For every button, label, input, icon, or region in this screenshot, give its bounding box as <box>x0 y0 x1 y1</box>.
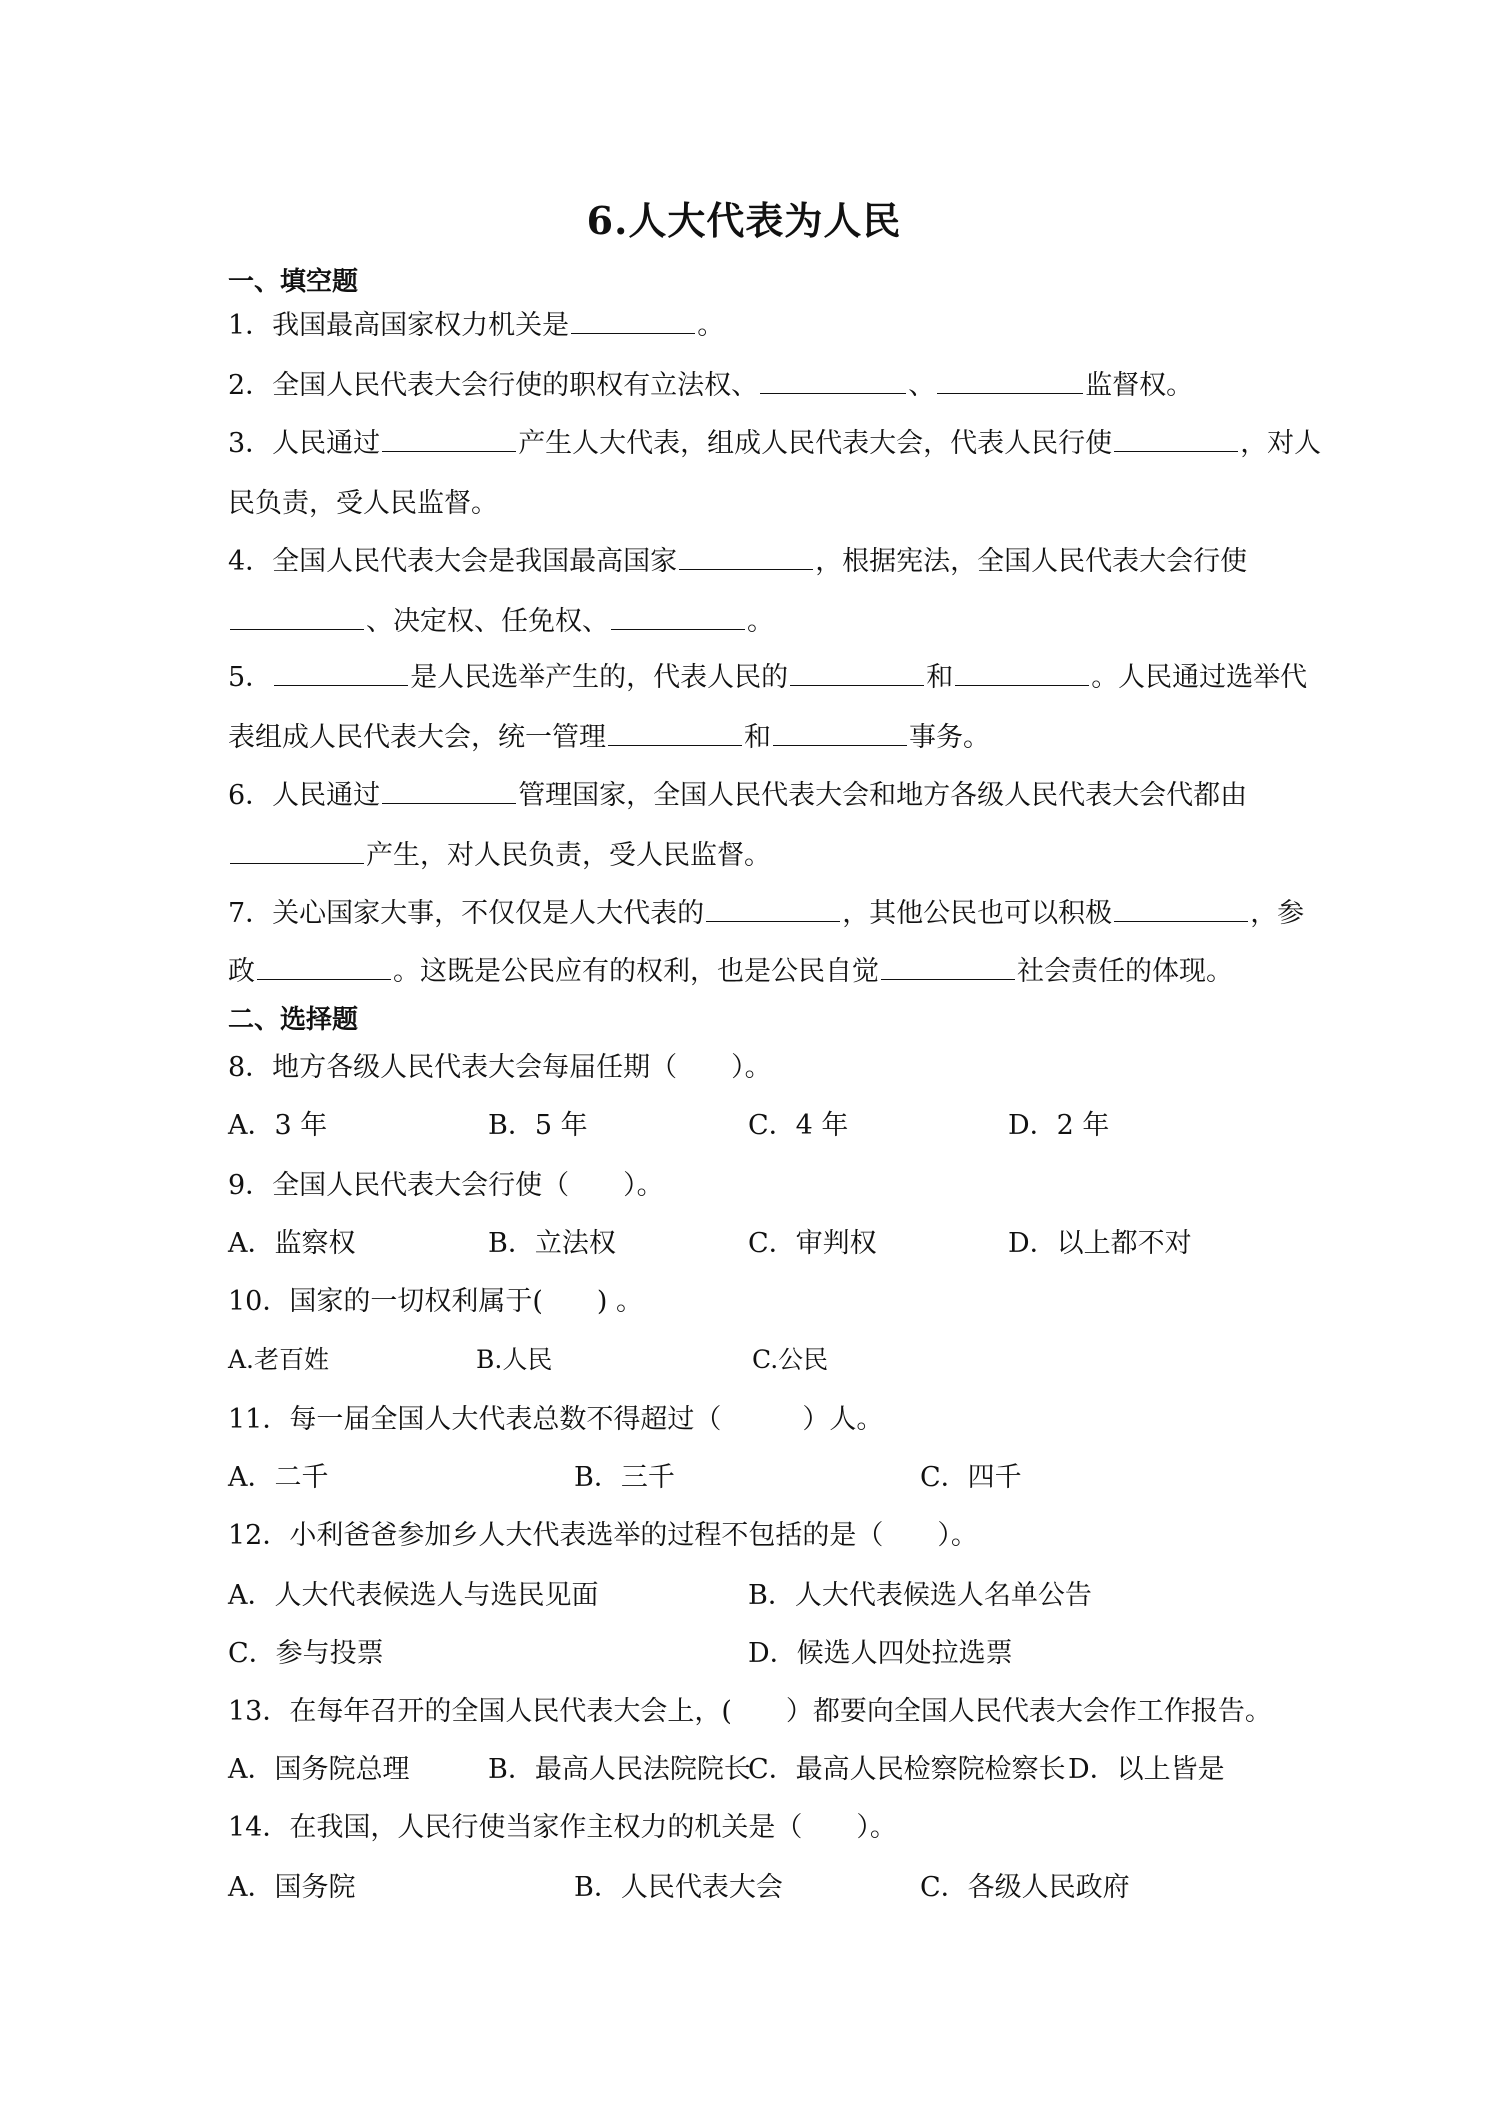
section-heading-multiple-choice: 二、选择题 <box>228 1005 359 1035</box>
question-text: 2．全国人民代表大会行使的职权有立法权、 <box>228 370 759 401</box>
answer-blank[interactable] <box>608 719 742 746</box>
question-3-continued <box>228 484 1268 524</box>
question-text: 、决定权、任免权、 <box>366 606 609 637</box>
answer-blank[interactable] <box>571 307 695 334</box>
question-12: 12．小利爸爸参加乡人大代表选举的过程不包括的是（ ）。 <box>228 1520 978 1551</box>
question-text: 社会责任的体现。 <box>1017 956 1233 987</box>
question-text: 。这既是公民应有的权利，也是公民自觉 <box>393 956 879 987</box>
answer-blank[interactable] <box>382 777 516 804</box>
option-b[interactable]: B．三千 <box>574 1462 675 1493</box>
question-text: 1．我国最高国家权力机关是 <box>228 310 570 341</box>
option-b[interactable]: B．5 年 <box>488 1110 588 1141</box>
answer-blank[interactable] <box>1114 425 1238 452</box>
option-b[interactable]: B．立法权 <box>488 1228 616 1259</box>
answer-blank[interactable] <box>611 603 745 630</box>
option-d[interactable]: D．候选人四处拉选票 <box>748 1638 1013 1669</box>
question-5 <box>228 658 1308 698</box>
question-text: 监督权。 <box>1085 370 1194 401</box>
answer-blank[interactable] <box>274 659 408 686</box>
section-heading-fill-in: 一、填空题 <box>228 267 359 297</box>
option-a[interactable]: A．国务院总理 <box>228 1754 410 1785</box>
option-d[interactable]: D．以上都不对 <box>1008 1228 1192 1259</box>
question-9: 9．全国人民代表大会行使（ ）。 <box>228 1170 664 1201</box>
question-text: 事务。 <box>909 722 990 753</box>
option-a[interactable]: A．国务院 <box>228 1872 356 1903</box>
question-13: 13．在每年召开的全国人民代表大会上，( ）都要向全国人民代表大会作工作报告。 <box>228 1696 1272 1727</box>
answer-blank[interactable] <box>881 953 1015 980</box>
question-text: 和 <box>744 722 771 753</box>
page-title: 6.人大代表为人民 <box>586 198 902 243</box>
option-b[interactable]: B．人大代表候选人名单公告 <box>748 1580 1092 1611</box>
question-text: ，其他公民也可以积极 <box>842 898 1113 929</box>
question-4 <box>228 542 1268 582</box>
question-text: 4．全国人民代表大会是我国最高国家 <box>228 546 678 577</box>
question-text: 民负责，受人民监督。 <box>228 488 498 519</box>
question-text: 5． <box>228 662 273 693</box>
question-1 <box>228 306 1268 346</box>
question-text: 和 <box>926 662 954 693</box>
option-b[interactable]: B．人民代表大会 <box>574 1872 783 1903</box>
answer-blank[interactable] <box>679 543 813 570</box>
question-10: 10．国家的一切权利属于( ) 。 <box>228 1286 644 1317</box>
option-a[interactable]: A．3 年 <box>228 1110 328 1141</box>
option-b[interactable]: B．最高人民法院院长 <box>488 1754 751 1785</box>
answer-blank[interactable] <box>760 367 906 394</box>
option-c[interactable]: C．各级人民政府 <box>920 1872 1130 1903</box>
answer-blank[interactable] <box>937 367 1083 394</box>
question-text: 7．关心国家大事，不仅仅是人大代表的 <box>228 898 705 929</box>
option-b[interactable]: B.人民 <box>476 1345 553 1374</box>
question-text: 、 <box>908 370 936 401</box>
option-d[interactable]: D．以上皆是 <box>1068 1754 1225 1785</box>
question-text: 。 <box>747 606 774 637</box>
option-a[interactable]: A．人大代表候选人与选民见面 <box>228 1580 599 1611</box>
question-text: 产生人大代表，组成人民代表大会，代表人民行使 <box>518 428 1113 459</box>
answer-blank[interactable] <box>706 895 840 922</box>
question-text: ，参 <box>1250 898 1305 929</box>
answer-blank[interactable] <box>1114 895 1248 922</box>
option-a[interactable]: A．二千 <box>228 1462 329 1493</box>
question-2 <box>228 366 1268 406</box>
question-7-continued <box>228 952 1268 992</box>
answer-blank[interactable] <box>382 425 516 452</box>
question-text: 表组成人民代表大会，统一管理 <box>228 722 606 753</box>
question-text: 政 <box>228 956 255 987</box>
question-text: 3．人民通过 <box>228 428 381 459</box>
option-c[interactable]: C.公民 <box>752 1345 829 1374</box>
answer-blank[interactable] <box>257 953 391 980</box>
question-6 <box>228 776 1268 816</box>
answer-blank[interactable] <box>790 659 924 686</box>
question-text: 管理国家，全国人民代表大会和地方各级人民代表大会代都由 <box>518 780 1248 811</box>
option-c[interactable]: C．四千 <box>920 1462 1022 1493</box>
question-3 <box>228 424 1322 464</box>
answer-blank[interactable] <box>773 719 907 746</box>
answer-blank[interactable] <box>230 837 364 864</box>
question-5-continued <box>228 718 1268 758</box>
option-c[interactable]: C．参与投票 <box>228 1638 384 1669</box>
question-text: ，对人 <box>1240 428 1322 459</box>
option-c[interactable]: C．最高人民检察院检察长 <box>748 1754 1066 1785</box>
question-text: 是人民选举产生的，代表人民的 <box>410 662 789 693</box>
question-text: 。人民通过选举代 <box>1091 662 1308 693</box>
question-text: ，根据宪法，全国人民代表大会行使 <box>815 546 1248 577</box>
question-7 <box>228 894 1305 934</box>
option-c[interactable]: C．审判权 <box>748 1228 877 1259</box>
option-a[interactable]: A．监察权 <box>228 1228 356 1259</box>
question-text: 。 <box>697 310 725 341</box>
question-14: 14．在我国，人民行使当家作主权力的机关是（ ）。 <box>228 1812 897 1843</box>
answer-blank[interactable] <box>955 659 1089 686</box>
answer-blank[interactable] <box>230 603 364 630</box>
question-4-continued <box>228 602 1268 642</box>
question-6-continued <box>228 836 1268 876</box>
question-text: 6．人民通过 <box>228 780 381 811</box>
option-a[interactable]: A.老百姓 <box>228 1345 330 1374</box>
question-text: 产生，对人民负责，受人民监督。 <box>366 840 771 871</box>
question-8: 8．地方各级人民代表大会每届任期（ ）。 <box>228 1052 772 1083</box>
option-d[interactable]: D．2 年 <box>1008 1110 1110 1141</box>
option-c[interactable]: C．4 年 <box>748 1110 849 1141</box>
question-11: 11．每一届全国人大代表总数不得超过（ ）人。 <box>228 1404 884 1435</box>
